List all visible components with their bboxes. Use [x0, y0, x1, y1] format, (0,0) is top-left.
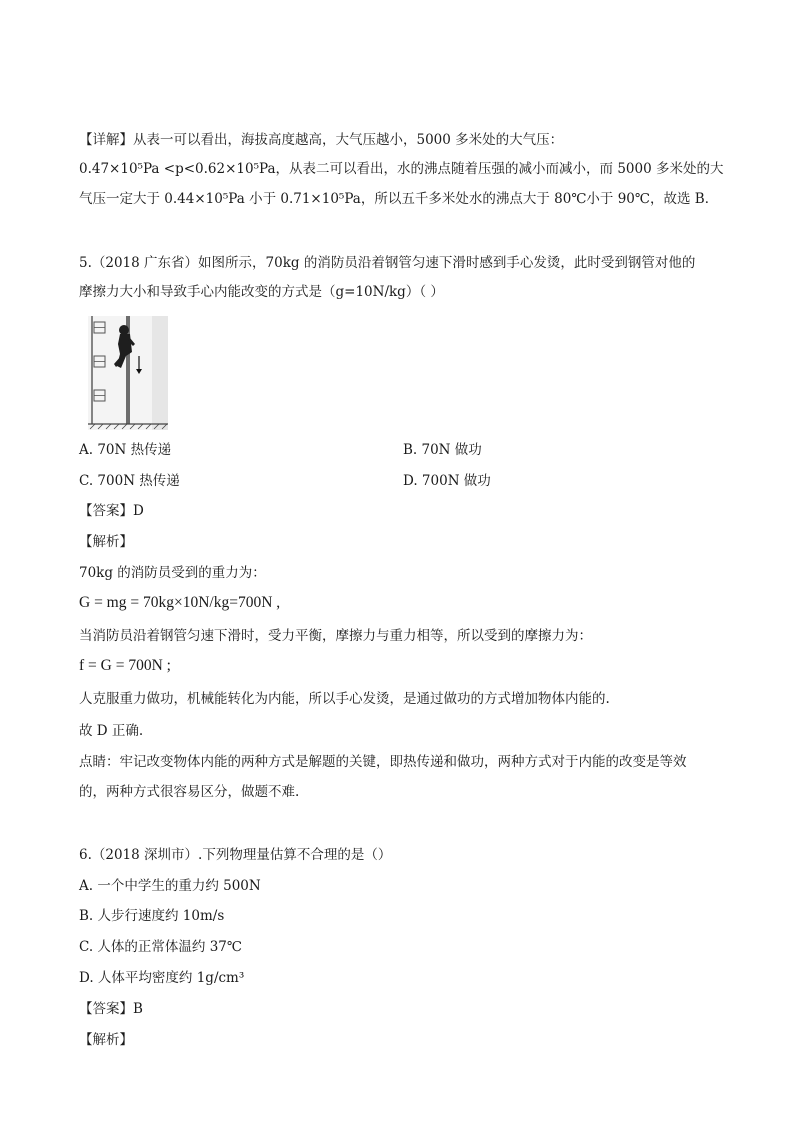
detail-line-1: 【详解】从表一可以看出，海拔高度越高，大气压越小，5000 多米处的大气压：	[79, 132, 564, 148]
q5-analysis-line-3: 人克服重力做功，机械能转化为内能，所以手心发烫，是通过做功的方式增加物体内能的.	[79, 691, 610, 707]
q6-option-c: C. 人体的正常体温约 37℃	[79, 939, 243, 955]
q5-comment-line-1: 点睛：牢记改变物体内能的两种方式是解题的关键，即热传递和做功，两种方式对于内能的改变是等效	[79, 754, 687, 770]
q5-option-b: B. 70N 做功	[403, 442, 482, 458]
detail-line-3: 气压一定大于 0.44×10⁵Pa 小于 0.71×10⁵Pa，所以五千多米处水的沸点大于 80℃小于 90℃，故选 B．	[79, 191, 719, 207]
q5-analysis-line-4: 故 D 正确.	[79, 723, 144, 739]
firefighter-sliding-pole-figure	[88, 316, 168, 430]
q5-answer: 【答案】D	[79, 503, 144, 519]
q5-option-c: C. 700N 热传递	[79, 473, 180, 489]
q6-stem: 6.（2018 深圳市）.下列物理量估算不合理的是（）	[79, 847, 392, 863]
q5-formula-2: f = G = 700N ;	[79, 657, 171, 674]
q6-option-b: B. 人步行速度约 10m/s	[79, 908, 225, 924]
q6-analysis-label: 【解析】	[79, 1032, 133, 1048]
q6-answer: 【答案】B	[79, 1001, 143, 1017]
q5-stem-line-1: 5.（2018 广东省）如图所示，70kg 的消防员沿着钢管匀速下滑时感到手心发烫，此时受到钢管对他的	[79, 255, 696, 271]
q5-option-d: D. 700N 做功	[403, 473, 491, 489]
q6-option-d: D. 人体平均密度约 1g/cm³	[79, 970, 245, 986]
q5-analysis-label: 【解析】	[79, 534, 133, 550]
q5-formula-1: G = mg = 70kg×10N/kg=700N ,	[79, 594, 281, 611]
q6-option-a: A. 一个中学生的重力约 500N	[79, 878, 261, 894]
q5-analysis-line-1: 70kg 的消防员受到的重力为：	[79, 565, 266, 581]
q5-stem-line-2: 摩擦力大小和导致手心内能改变的方式是（g=10N/kg）（ ）	[79, 284, 444, 300]
q5-analysis-line-2: 当消防员沿着钢管匀速下滑时，受力平衡，摩擦力与重力相等，所以受到的摩擦力为：	[79, 628, 592, 644]
q5-comment-line-2: 的，两种方式很容易区分，做题不难.	[79, 784, 300, 800]
detail-line-2: 0.47×10⁵Pa <p<0.62×10⁵Pa，从表二可以看出，水的沸点随着压强的减小而减小，而 5000 多米处的大	[79, 161, 724, 177]
q5-option-a: A. 70N 热传递	[79, 442, 172, 458]
